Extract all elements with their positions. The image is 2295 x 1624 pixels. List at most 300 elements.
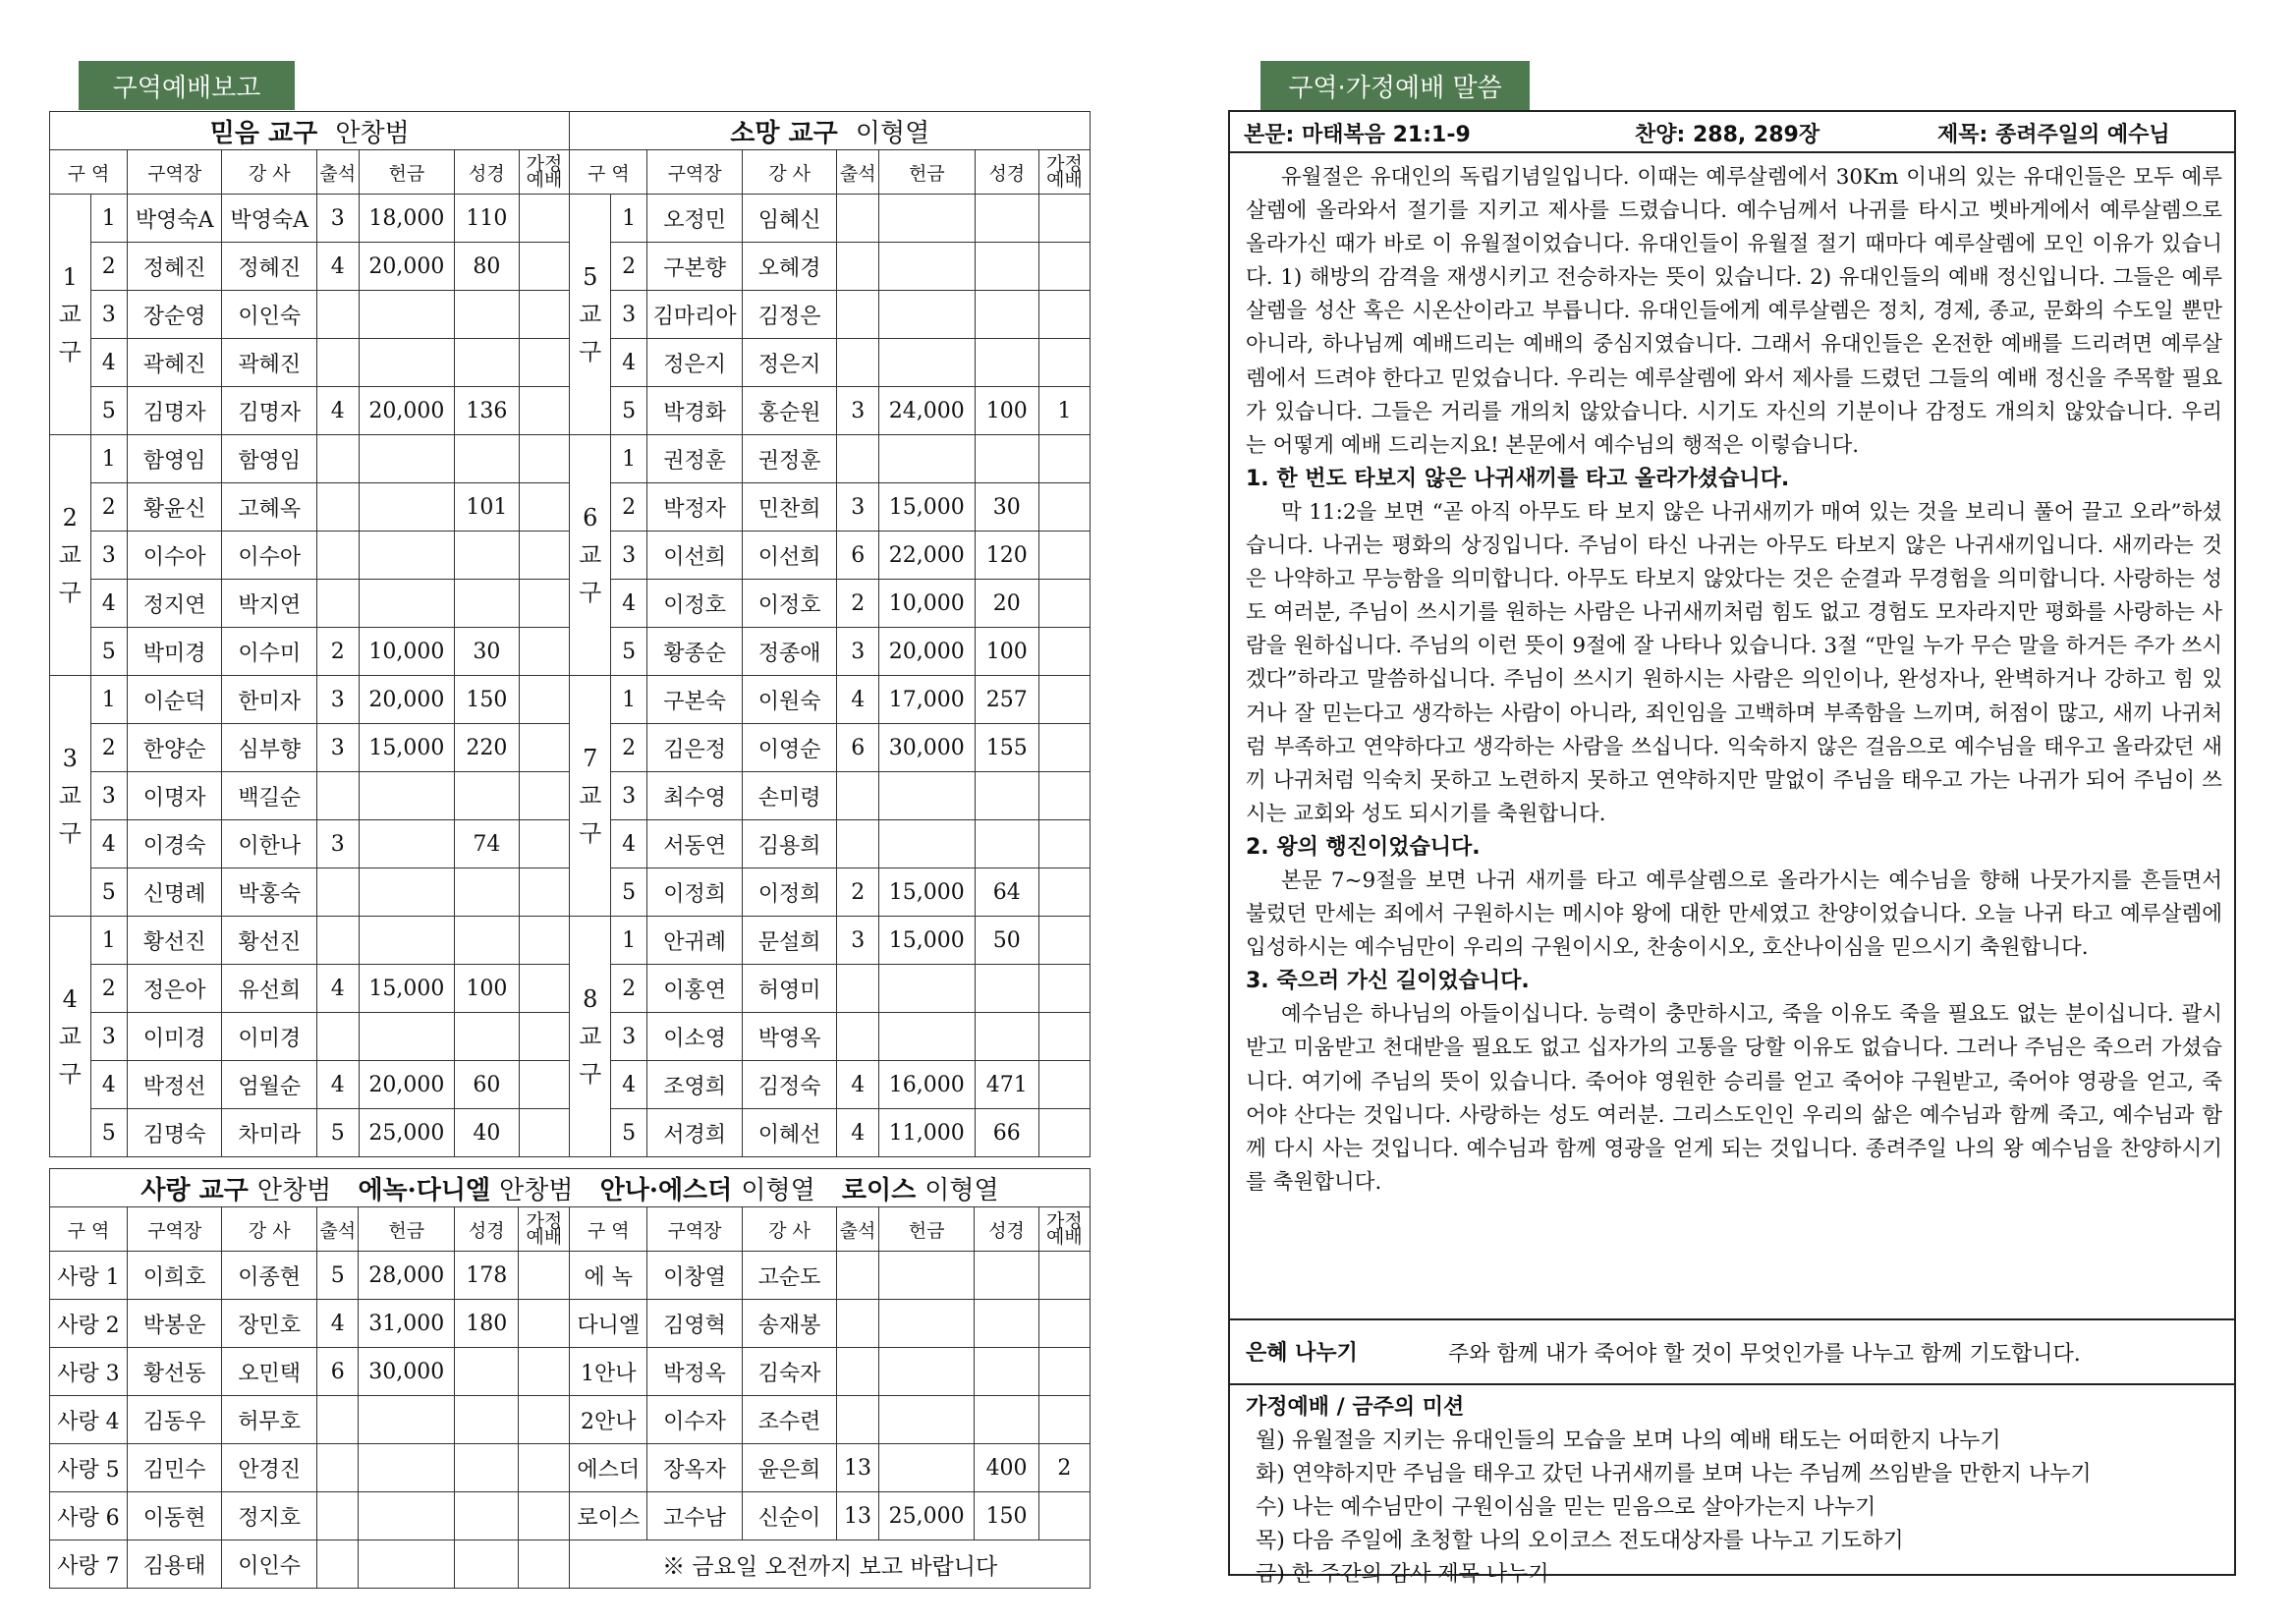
cell-att: 4 <box>316 1300 359 1348</box>
cell-leader: 서동연 <box>647 820 743 868</box>
cell-bible: 110 <box>455 195 519 243</box>
district-number: 5 <box>610 1109 646 1157</box>
header-offering: 헌금 <box>879 150 976 195</box>
district-number: 3 <box>90 772 127 820</box>
parish-label: 2 교 구 <box>50 435 91 676</box>
district-name: 사랑 5 <box>50 1444 128 1492</box>
cell-fam <box>519 1348 570 1396</box>
cell-att: 5 <box>316 1109 359 1157</box>
cell-bible <box>975 1252 1038 1300</box>
district-number: 1 <box>90 195 127 243</box>
cell-bible <box>455 435 519 483</box>
cell-teacher: 오민택 <box>222 1348 317 1396</box>
cell-att <box>316 868 359 917</box>
cell-fam <box>519 628 570 676</box>
mission-title: 가정예배 / 금주의 미션 <box>1246 1395 1465 1420</box>
cell-teacher: 윤은희 <box>742 1444 837 1492</box>
cell-att: 4 <box>837 1109 879 1157</box>
cell-bible: 155 <box>975 724 1038 772</box>
district-name: 에스더 <box>570 1444 647 1492</box>
cell-teacher: 이종현 <box>222 1252 317 1300</box>
district-name: 사랑 3 <box>50 1348 128 1396</box>
district-number: 3 <box>610 291 646 339</box>
cell-off: 28,000 <box>359 1252 455 1300</box>
header-leader: 구역장 <box>127 150 222 195</box>
district-number: 2 <box>610 965 646 1013</box>
cell-teacher: 이미경 <box>222 1013 317 1061</box>
cell-fam <box>519 772 570 820</box>
cell-teacher: 조수련 <box>742 1396 837 1444</box>
cell-off: 20,000 <box>359 676 455 724</box>
parish-label: 6 교 구 <box>570 435 611 676</box>
table-row <box>50 195 1091 243</box>
cell-leader: 정혜진 <box>127 243 222 291</box>
cell-teacher: 허무호 <box>222 1396 317 1444</box>
cell-fam <box>1039 339 1091 387</box>
table-row <box>50 1444 1091 1492</box>
cell-off <box>879 243 976 291</box>
parish-group-title <box>570 112 1091 150</box>
cell-teacher: 허영미 <box>742 965 837 1013</box>
cell-att: 3 <box>316 724 359 772</box>
cell-bible <box>975 243 1038 291</box>
header-teacher: 강 사 <box>222 150 317 195</box>
cell-fam <box>519 724 570 772</box>
cell-fam <box>1039 917 1091 965</box>
district-number: 4 <box>610 339 646 387</box>
cell-leader: 이정호 <box>647 580 743 628</box>
district-number: 4 <box>90 580 127 628</box>
cell-off <box>878 1300 975 1348</box>
cell-att <box>837 820 879 868</box>
header-bible: 성경 <box>455 1207 519 1252</box>
cell-teacher: 심부향 <box>222 724 317 772</box>
district-name: 사랑 4 <box>50 1396 128 1444</box>
group-name: 로이스 <box>841 1175 917 1205</box>
cell-att: 3 <box>837 387 879 435</box>
sermon-header <box>1230 112 2234 153</box>
cell-fam <box>1038 1492 1090 1540</box>
district-number: 1 <box>610 195 646 243</box>
cell-off <box>879 965 976 1013</box>
cell-bible: 150 <box>455 676 519 724</box>
cell-att <box>837 291 879 339</box>
cell-bible <box>455 291 519 339</box>
cell-att: 13 <box>837 1492 879 1540</box>
cell-off <box>359 820 455 868</box>
cell-leader: 이정희 <box>647 868 743 917</box>
parish-label: 3 교 구 <box>50 676 91 917</box>
group-title-row <box>50 1169 1091 1207</box>
cell-bible <box>455 917 519 965</box>
group-name: 사랑 교구 <box>140 1175 249 1205</box>
cell-bible: 66 <box>975 1109 1038 1157</box>
district-number: 1 <box>610 676 646 724</box>
cell-leader: 김마리아 <box>647 291 743 339</box>
cell-leader: 정은아 <box>127 965 222 1013</box>
cell-off: 10,000 <box>879 580 976 628</box>
cell-off <box>359 1444 455 1492</box>
header-teacher: 강 사 <box>742 1207 837 1252</box>
cell-teacher: 박지연 <box>222 580 317 628</box>
cell-teacher: 고순도 <box>742 1252 837 1300</box>
cell-teacher: 박홍숙 <box>222 868 317 917</box>
cell-off <box>359 1540 455 1589</box>
cell-att: 13 <box>837 1444 879 1492</box>
cell-att <box>316 1013 359 1061</box>
cell-leader: 박경화 <box>647 387 743 435</box>
cell-teacher: 신순이 <box>742 1492 837 1540</box>
table-row <box>50 435 1091 483</box>
district-number: 5 <box>610 868 646 917</box>
header-attendance: 출석 <box>316 150 359 195</box>
cell-bible: 400 <box>975 1444 1038 1492</box>
cell-fam <box>1038 1348 1090 1396</box>
cell-off <box>359 580 455 628</box>
sermon-point-2: 2. 왕의 행진이었습니다. <box>1246 834 1481 860</box>
cell-teacher: 고혜옥 <box>222 483 317 532</box>
love-group-title <box>50 1169 1091 1207</box>
header-bible: 성경 <box>975 1207 1038 1252</box>
header-offering: 헌금 <box>359 1207 455 1252</box>
district-number: 4 <box>610 820 646 868</box>
cell-teacher: 김명자 <box>222 387 317 435</box>
cell-off <box>879 1013 976 1061</box>
cell-teacher: 홍순원 <box>742 387 837 435</box>
header-teacher: 강 사 <box>222 1207 317 1252</box>
cell-off: 20,000 <box>359 1061 455 1109</box>
cell-off <box>359 291 455 339</box>
district-number: 4 <box>90 820 127 868</box>
mission-item: 화) 연약하지만 주님을 태우고 갔던 나귀새끼를 보며 나는 주님께 쓰임받을 만한지 나누기 <box>1256 1462 2092 1486</box>
cell-off <box>879 339 976 387</box>
cell-leader: 박봉운 <box>127 1300 222 1348</box>
cell-teacher: 김숙자 <box>742 1348 837 1396</box>
district-name: 2안나 <box>570 1396 647 1444</box>
cell-att: 3 <box>316 195 359 243</box>
sermon-point-3-text: 예수님은 하나님의 아들이십니다. 능력이 충만하시고, 죽을 이유도 죽을 필요도 없는 분이십니다. 괄시받고 미움받고 천대받을 필요도 없고 십자가의 고통을 당할 이유도 없습니다. 그러나 주님은 죽으러 가셨습니다. 여기에 주님의 뜻이 있습니다. 죽어야 영원한 승리를 얻고 죽어야 구원받고, 죽어야 영광을 얻고, 죽어야 산다는 것입니다. 사랑하는 성도 여러분. 그리스도인인 우리의 삶은 예수님과 함께 죽고, 예수님과 함께 다시 사는 것입니다. 예수님과 함께 영광을 얻게 되는 것입니다. 종려주일 나의 왕 예수님을 찬양하시기를 축원합니다. <box>1246 1002 2222 1195</box>
cell-off: 30,000 <box>359 1348 455 1396</box>
district-number: 1 <box>610 917 646 965</box>
cell-leader: 이미경 <box>127 1013 222 1061</box>
cell-leader: 이동현 <box>127 1492 222 1540</box>
cell-bible: 180 <box>455 1300 519 1348</box>
cell-teacher: 안경진 <box>222 1444 317 1492</box>
cell-att: 6 <box>837 724 879 772</box>
cell-off <box>359 1013 455 1061</box>
cell-fam <box>1039 435 1091 483</box>
cell-fam <box>519 1013 570 1061</box>
header-leader: 구역장 <box>647 150 743 195</box>
header-family: 가정예배 <box>519 150 570 195</box>
cell-leader: 황선진 <box>127 917 222 965</box>
district-number: 1 <box>610 435 646 483</box>
cell-att: 2 <box>316 628 359 676</box>
cell-teacher: 엄월순 <box>222 1061 317 1109</box>
cell-leader: 권정훈 <box>647 435 743 483</box>
cell-leader: 이선희 <box>647 532 743 580</box>
district-number: 2 <box>90 724 127 772</box>
cell-leader: 곽혜진 <box>127 339 222 387</box>
cell-bible <box>455 868 519 917</box>
cell-fam <box>1039 676 1091 724</box>
district-number: 2 <box>90 483 127 532</box>
table-row <box>50 917 1091 965</box>
table-row <box>50 1252 1091 1300</box>
parish-group-name: 믿음 교구 <box>209 118 318 148</box>
cell-bible: 60 <box>455 1061 519 1109</box>
cell-off: 20,000 <box>359 387 455 435</box>
group-pastor: 안창범 <box>499 1175 574 1205</box>
district-number: 4 <box>610 1061 646 1109</box>
cell-off <box>359 772 455 820</box>
cell-bible <box>455 1348 519 1396</box>
district-number: 2 <box>610 483 646 532</box>
report-notice: ※ 금요일 오전까지 보고 바랍니다 <box>570 1540 1091 1589</box>
cell-bible: 20 <box>975 580 1038 628</box>
cell-leader: 최수영 <box>647 772 743 820</box>
cell-fam <box>519 1109 570 1157</box>
cell-att <box>316 339 359 387</box>
cell-off: 16,000 <box>879 1061 976 1109</box>
district-number: 3 <box>90 1013 127 1061</box>
district-number: 3 <box>90 291 127 339</box>
cell-bible <box>455 1444 519 1492</box>
cell-leader: 서경희 <box>647 1109 743 1157</box>
cell-fam <box>519 820 570 868</box>
cell-fam <box>1039 965 1091 1013</box>
district-number: 2 <box>90 965 127 1013</box>
cell-bible <box>455 339 519 387</box>
weekly-mission <box>1246 1391 2222 1592</box>
parish-label: 7 교 구 <box>570 676 611 917</box>
cell-off: 15,000 <box>879 483 976 532</box>
district-name: 사랑 6 <box>50 1492 128 1540</box>
district-number: 2 <box>90 243 127 291</box>
cell-off <box>359 483 455 532</box>
cell-off <box>878 1396 975 1444</box>
cell-att <box>316 1540 359 1589</box>
cell-leader: 함영임 <box>127 435 222 483</box>
cell-off <box>359 339 455 387</box>
cell-teacher: 이한나 <box>222 820 317 868</box>
cell-fam <box>519 676 570 724</box>
header-attendance: 출석 <box>837 1207 879 1252</box>
cell-off: 20,000 <box>359 243 455 291</box>
cell-att <box>316 580 359 628</box>
cell-fam <box>1039 724 1091 772</box>
cell-leader: 이홍연 <box>647 965 743 1013</box>
cell-bible: 30 <box>455 628 519 676</box>
header-teacher: 강 사 <box>742 150 837 195</box>
cell-off <box>879 435 976 483</box>
cell-fam <box>519 387 570 435</box>
cell-off: 15,000 <box>359 965 455 1013</box>
cell-bible <box>455 532 519 580</box>
group-title-row <box>50 112 1091 150</box>
cell-leader: 이수자 <box>647 1396 743 1444</box>
cell-fam <box>519 868 570 917</box>
cell-teacher: 오혜경 <box>742 243 837 291</box>
cell-att: 6 <box>837 532 879 580</box>
header-district: 구 역 <box>50 150 128 195</box>
cell-att: 5 <box>316 1252 359 1300</box>
cell-att <box>316 1444 359 1492</box>
table-row <box>50 676 1091 724</box>
cell-off <box>359 1396 455 1444</box>
cell-fam <box>519 532 570 580</box>
cell-teacher: 정지호 <box>222 1492 317 1540</box>
cell-off <box>879 291 976 339</box>
district-number: 3 <box>610 1013 646 1061</box>
sermon-point-2-text: 본문 7~9절을 보면 나귀 새끼를 타고 예루살렘으로 올라가시는 예수님을 향해 나뭇가지를 흔들면서 불렀던 만세는 죄에서 구원하시는 메시야 왕에 대한 만세였고 찬양이었습니다. 오늘 나귀 타고 예루살렘에 입성하시는 예수님만이 우리의 구원이시오, 찬송이시오, 호산나이심을 믿으시기 축원합니다. <box>1246 868 2222 961</box>
cell-off <box>359 532 455 580</box>
cell-leader: 황윤신 <box>127 483 222 532</box>
cell-bible: 80 <box>455 243 519 291</box>
district-report-table <box>49 111 1091 1157</box>
grace-text: 주와 함께 내가 죽어야 할 것이 무엇인가를 나누고 함께 기도합니다. <box>1448 1342 2081 1367</box>
cell-att <box>316 291 359 339</box>
cell-bible <box>975 965 1038 1013</box>
cell-leader: 오정민 <box>647 195 743 243</box>
cell-off <box>878 1252 975 1300</box>
cell-teacher: 송재봉 <box>742 1300 837 1348</box>
cell-att <box>837 1348 879 1396</box>
district-number: 2 <box>610 243 646 291</box>
cell-att <box>837 1252 879 1300</box>
cell-leader: 김명숙 <box>127 1109 222 1157</box>
district-number: 5 <box>90 387 127 435</box>
cell-att: 4 <box>837 676 879 724</box>
district-name: 다니엘 <box>570 1300 647 1348</box>
parish-label: 8 교 구 <box>570 917 611 1157</box>
cell-leader: 장옥자 <box>647 1444 743 1492</box>
sermon-body <box>1246 161 2222 1200</box>
cell-leader: 황선동 <box>127 1348 222 1396</box>
section-tab-report: 구역예배보고 <box>79 61 295 110</box>
table-row <box>50 1492 1091 1540</box>
cell-bible: 74 <box>455 820 519 868</box>
cell-fam <box>1039 772 1091 820</box>
cell-off: 11,000 <box>879 1109 976 1157</box>
cell-fam <box>519 243 570 291</box>
header-family: 가정예배 <box>1038 1207 1090 1252</box>
district-number: 1 <box>90 676 127 724</box>
cell-off <box>878 1348 975 1396</box>
cell-leader: 이경숙 <box>127 820 222 868</box>
cell-leader: 김민수 <box>127 1444 222 1492</box>
cell-att: 6 <box>316 1348 359 1396</box>
cell-bible: 100 <box>975 628 1038 676</box>
grace-title: 은혜 나누기 <box>1246 1341 1358 1366</box>
sermon-text-reference: 본문: 마태복음 21:1-9 <box>1244 123 1471 147</box>
district-number: 1 <box>90 435 127 483</box>
cell-att <box>837 1013 879 1061</box>
cell-teacher: 이원숙 <box>742 676 837 724</box>
cell-att <box>837 339 879 387</box>
cell-off: 31,000 <box>359 1300 455 1348</box>
cell-off: 15,000 <box>359 724 455 772</box>
cell-att: 4 <box>316 387 359 435</box>
cell-off <box>879 195 976 243</box>
cell-bible: 120 <box>975 532 1038 580</box>
cell-att <box>837 965 879 1013</box>
cell-fam <box>1038 1396 1090 1444</box>
cell-leader: 구본숙 <box>647 676 743 724</box>
header-offering: 헌금 <box>878 1207 975 1252</box>
cell-off <box>359 1492 455 1540</box>
cell-teacher: 이인수 <box>222 1540 317 1589</box>
cell-leader: 박정옥 <box>647 1348 743 1396</box>
sermon-point-3: 3. 죽으러 가신 길이었습니다. <box>1246 969 1530 994</box>
cell-leader: 구본향 <box>647 243 743 291</box>
cell-fam <box>519 435 570 483</box>
table-row <box>50 1300 1091 1348</box>
cell-att <box>316 1492 359 1540</box>
header-district: 구 역 <box>570 150 647 195</box>
cell-bible: 40 <box>455 1109 519 1157</box>
district-number: 5 <box>90 628 127 676</box>
cell-fam <box>519 483 570 532</box>
parish-group-title <box>50 112 570 150</box>
cell-fam: 1 <box>1039 387 1091 435</box>
cell-att <box>837 772 879 820</box>
cell-fam <box>519 1540 570 1589</box>
cell-bible: 220 <box>455 724 519 772</box>
cell-bible <box>975 339 1038 387</box>
header-district: 구 역 <box>50 1207 128 1252</box>
cell-att <box>837 243 879 291</box>
cell-leader: 신명례 <box>127 868 222 917</box>
cell-bible <box>455 772 519 820</box>
cell-teacher: 이정호 <box>742 580 837 628</box>
district-number: 3 <box>90 532 127 580</box>
cell-att: 4 <box>837 1061 879 1109</box>
cell-teacher: 유선희 <box>222 965 317 1013</box>
cell-fam <box>1039 291 1091 339</box>
cell-att <box>316 435 359 483</box>
cell-att: 2 <box>837 868 879 917</box>
cell-teacher: 김정은 <box>742 291 837 339</box>
cell-bible: 257 <box>975 676 1038 724</box>
cell-off: 18,000 <box>359 195 455 243</box>
cell-teacher: 곽혜진 <box>222 339 317 387</box>
district-number: 2 <box>610 724 646 772</box>
cell-teacher: 정종애 <box>742 628 837 676</box>
cell-bible <box>975 1300 1038 1348</box>
cell-leader: 김동우 <box>127 1396 222 1444</box>
cell-fam <box>1039 483 1091 532</box>
cell-leader: 한양순 <box>127 724 222 772</box>
cell-off: 20,000 <box>879 628 976 676</box>
cell-att: 3 <box>837 628 879 676</box>
cell-leader: 이수아 <box>127 532 222 580</box>
group-pastor: 이형열 <box>741 1175 815 1205</box>
cell-att <box>316 483 359 532</box>
parish-group-name: 소망 교구 <box>730 118 838 148</box>
cell-fam <box>519 965 570 1013</box>
header-offering: 헌금 <box>359 150 455 195</box>
cell-leader: 김용태 <box>127 1540 222 1589</box>
cell-off: 24,000 <box>879 387 976 435</box>
sermon-intro: 유월절은 유대인의 독립기념일입니다. 이때는 예루살렘에서 30Km 이내의 있는 유대인들은 모두 예루살렘에 올라와서 절기를 지키고 제사를 드렸습니다. 예수님께서 나귀를 타시고 벳바게에서 예루살렘으로 올라가신 때가 바로 이 유월절이었습니다. 유대인들이 유월절 절기 때마다 예루살렘에 모인 이유가 있습니다. 1) 해방의 감격을 재생시키고 전승하자는 뜻이 있습니다. 2) 유대인들의 예배 정신입니다. 그들은 예루살렘을 성산 혹은 시온산이라고 부릅니다. 유대인들에게 예루살렘은 정치, 경제, 종교, 문화의 수도일 뿐만 아니라, 하나님께 예배드리는 예배의 중심지였습니다. 그래서 유대인들은 온전한 예배를 드리려면 예루살렘에서 드려야 한다고 믿었습니다. 우리는 예루살렘에 와서 제사를 드렸던 그들의 예배 정신을 주목할 필요가 있습니다. 그들은 거리를 개의치 않았습니다. 시기도 자신의 기분이나 감정도 개의치 않았습니다. 우리는 어떻게 예배 드리는지요! 본문에서 예수님의 행적은 이렇습니다. <box>1246 165 2222 458</box>
cell-bible: 136 <box>455 387 519 435</box>
parish-group-pastor: 이형열 <box>855 118 930 148</box>
cell-att <box>316 532 359 580</box>
cell-teacher: 권정훈 <box>742 435 837 483</box>
header-family: 가정예배 <box>1039 150 1091 195</box>
parish-label: 5 교 구 <box>570 195 611 435</box>
